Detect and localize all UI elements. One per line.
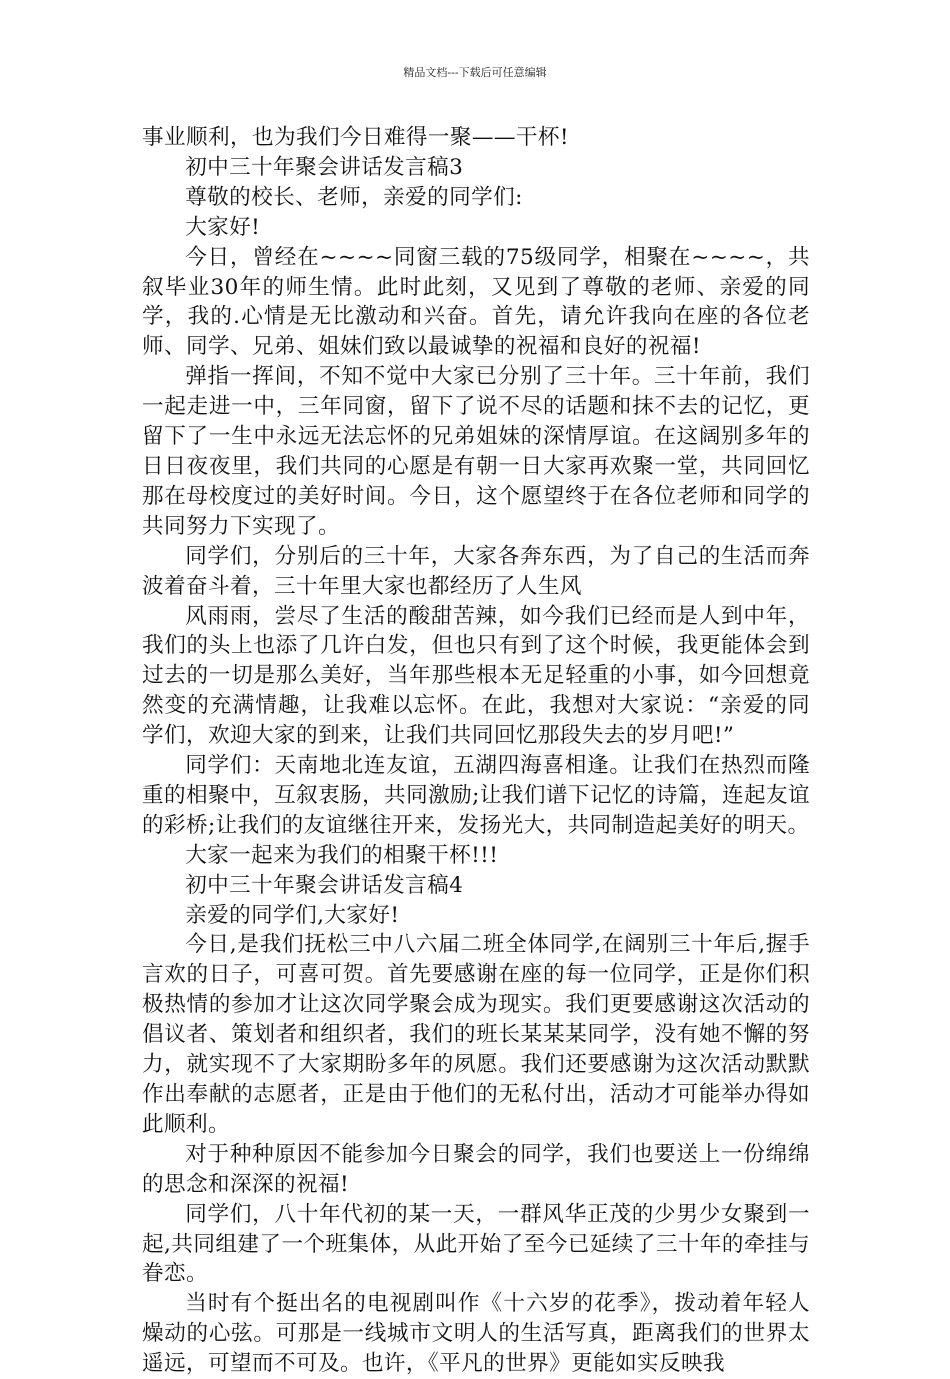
paragraph-toast-closing: 事业顺利，也为我们今日难得一聚——干杯!	[142, 125, 569, 150]
greeting-paragraph: 亲爱的同学们,大家好!	[185, 902, 400, 928]
toast-paragraph: 大家一起来为我们的相聚干杯!!!	[185, 842, 499, 868]
body-paragraph: 同学们，八十年代初的某一天，一群风华正茂的少男少女聚到一起,共同组建了一个班集体，从此开始了至今已延续了三十年的牵挂与眷恋。	[142, 1201, 810, 1287]
page-header: 精品文档---下载后可任意编辑	[403, 66, 547, 79]
body-paragraph: 风雨雨，尝尽了生活的酸甜苦辣，如今我们已经而是人到中年，我们的头上也添了几许白发，但也只有到了这个时候，我更能体会到过去的一切是那么美好，当年那些根本无足轻重的小事，如今回想竟然变的充满情趣，让我难以忘怀。在此，我想对大家说：“亲爱的同学们，欢迎大家的到来，让我们共同回忆那段失去的岁月吧!”	[142, 603, 810, 749]
salutation-paragraph: 尊敬的校长、老师，亲爱的同学们:	[185, 184, 523, 210]
body-paragraph: 今日，曾经在~~~~同窗三载的75级同学，相聚在~~~~，共叙毕业30年的师生情。此时此刻，又见到了尊敬的老师、亲爱的同学，我的.心情是无比激动和兴奋。首先，请允许我向在座的各位老师、同学、兄弟、姐妹们致以最诚挚的祝福和良好的祝福!	[142, 244, 810, 360]
body-paragraph: 对于种种原因不能参加今日聚会的同学，我们也要送上一份绵绵的思念和深深的祝福!	[142, 1141, 810, 1197]
body-paragraph: 今日,是我们抚松三中八六届二班全体同学,在阔别三十年后,握手言欢的日子，可喜可贺。首先要感谢在座的每一位同学，正是你们积极热情的参加才让这次同学聚会成为现实。我们更要感谢这次活动的倡议者、策划者和组织者，我们的班长某某某同学，没有她不懈的努力，就实现不了大家期盼多年的夙愿。我们还要感谢为这次活动默默作出奉献的志愿者，正是由于他们的无私付出，活动才可能举办得如此顺利。	[142, 932, 810, 1137]
greeting-paragraph: 大家好!	[185, 214, 261, 240]
body-paragraph: 同学们：天南地北连友谊，五湖四海喜相逢。让我们在热烈而隆重的相聚中，互叙衷肠，共同激励;让我们谱下记忆的诗篇，连起友谊的彩桥;让我们的友谊继往开来，发扬光大，共同制造起美好的明天。	[142, 753, 810, 838]
body-paragraph: 同学们，分别后的三十年，大家各奔东西，为了自己的生活而奔波着奋斗着，三十年里大家也都经历了人生风	[142, 543, 810, 599]
document-body	[142, 123, 810, 1379]
section-title-speech-3: 初中三十年聚会讲话发言稿3	[185, 154, 464, 180]
body-paragraph: 当时有个挺出名的电视剧叫作《十六岁的花季》，拨动着年轻人燥动的心弦。可那是一线城市文明人的生活写真，距离我们的世界太遥远，可望而不可及。也许，《平凡的世界》更能如实反映我	[142, 1291, 810, 1377]
section-title-speech-4: 初中三十年聚会讲话发言稿4	[185, 872, 464, 898]
body-paragraph: 弹指一挥间，不知不觉中大家已分别了三十年。三十年前，我们一起走进一中，三年同窗，留下了说不尽的话题和抹不去的记忆，更留下了一生中永远无法忘怀的兄弟姐妹的深情厚谊。在这阔别多年的日日夜夜里，我们共同的心愿是有朝一日大家再欢聚一堂，共同回忆那在母校度过的美好时间。今日，这个愿望终于在各位老师和同学的共同努力下实现了。	[142, 364, 810, 539]
